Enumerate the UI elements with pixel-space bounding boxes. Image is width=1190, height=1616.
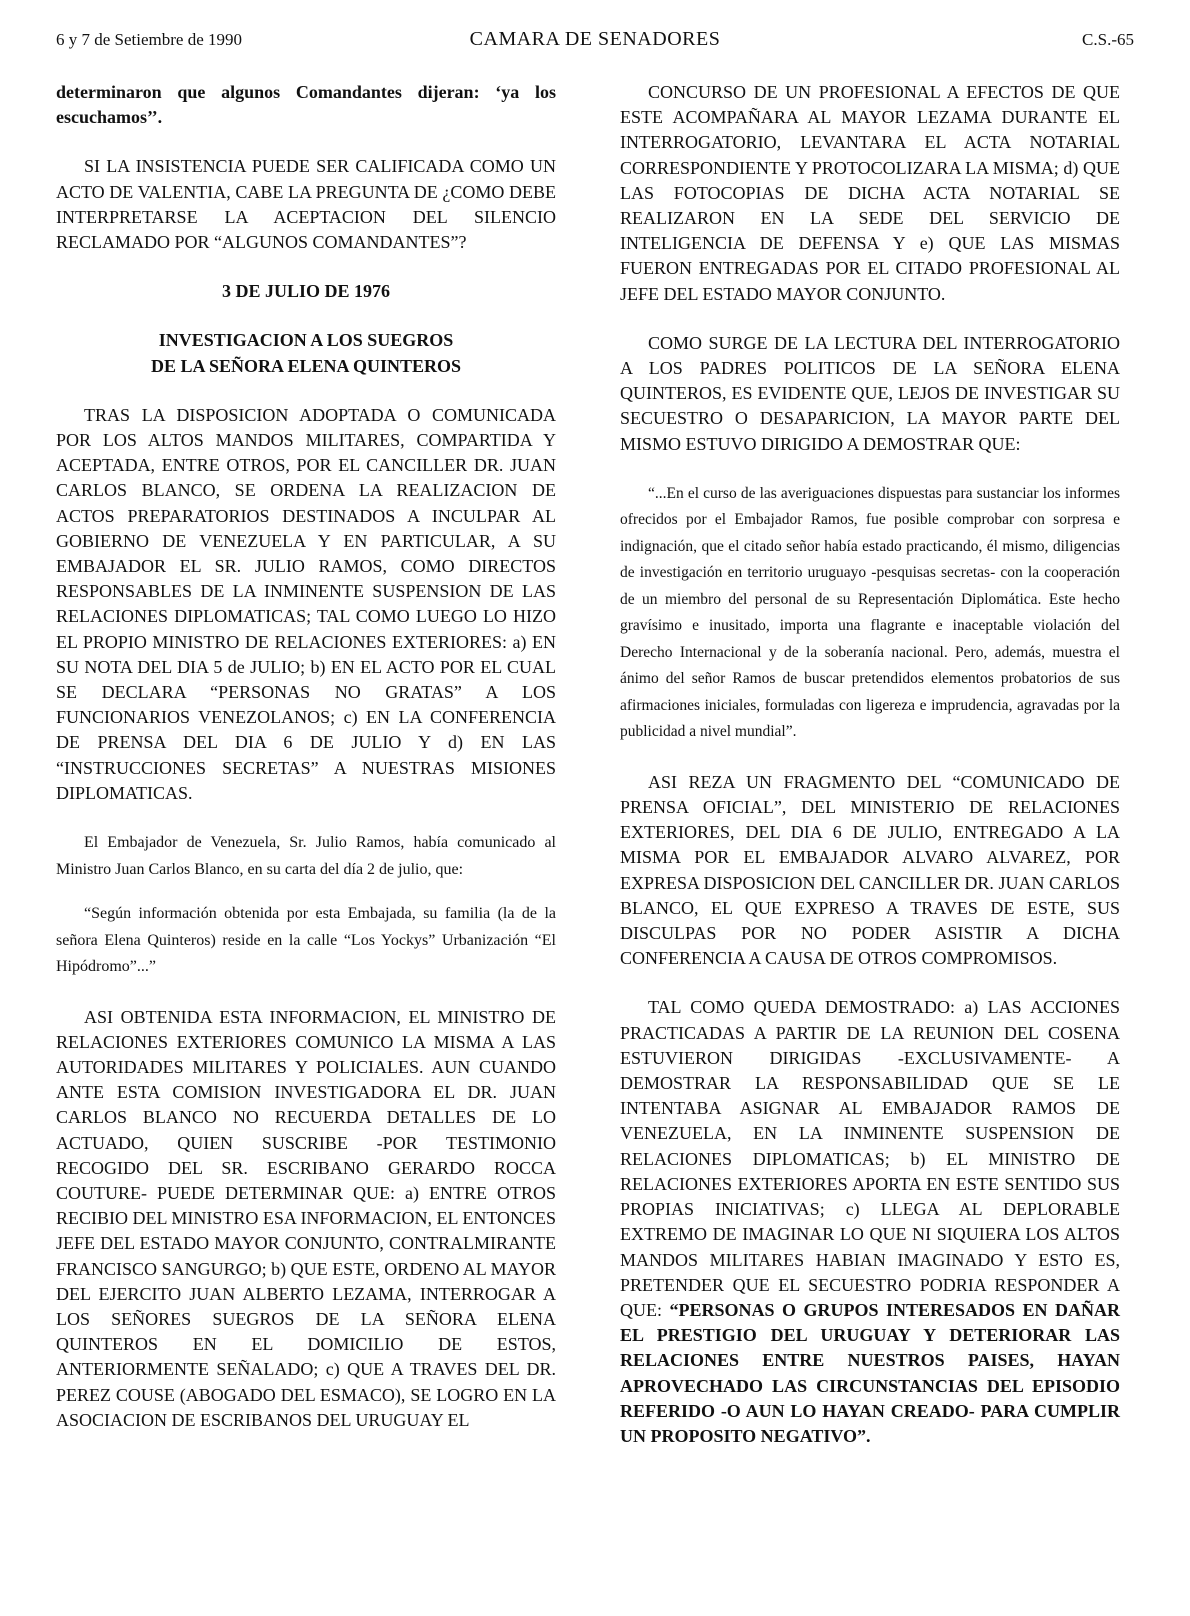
section-date-heading: 3 DE JULIO DE 1976	[221, 281, 391, 302]
left-paragraph-1: determinaron que algunos Comandantes dijeran: ‘ya los escuchamos’’.	[56, 82, 556, 128]
left-column	[56, 80, 556, 1433]
section-title-line-1: INVESTIGACION A LOS SUEGROS	[158, 330, 454, 351]
header-title: CAMARA DE SENADORES	[469, 28, 721, 50]
right-paragraph-5-bold-quote: “PERSONAS O GRUPOS INTERESADOS EN DAÑAR EL PRESTIGIO DEL URUGUAY Y DETERIORAR LAS RELACIONES ENTRE NUESTROS PAISES, HAYAN APROVECHADO LAS CIRCUNSTANCIAS DEL EPISODIO REFERIDO -O AUN LO HAYAN CREADO- PARA CUMPLIR UN PROPOSITO NEGATIVO”.	[620, 1299, 1120, 1446]
right-quote: “...En el curso de las averiguaciones dispuestas para sustanciar los informes ofrecidos por el Embajador Ramos, fue posible comprobar con sorpresa e indignación, que el citado señor había estado practicando, él mismo, diligencias de investigación en territorio uruguayo -pesquisas secretas- con la cooperación de un miembro del personal de su Representación Diplomática. Este hecho gravísimo e inusitado, importa una flagrante e inaceptable violación del Derecho Internacional y de la soberanía nacional. Pero, además, muestra el ánimo del señor Ramos de buscar pretendidos elementos probatorios de sus afirmaciones iniciales, formuladas con ligereza e imprudencia, agravadas por la publicidad a nivel mundial”.	[620, 484, 1120, 741]
left-paragraph-6: ASI OBTENIDA ESTA INFORMACION, EL MINISTRO DE RELACIONES EXTERIORES COMUNICO LA MISMA A LAS AUTORIDADES MILITARES Y POLICIALES. AUN CUANDO ANTE ESTA COMISION INVESTIGADORA EL DR. JUAN CARLOS BLANCO NO RECUERDA DETALLES DE LO ACTUADO, QUIEN SUSCRIBE -POR TESTIMONIO RECOGIDO DEL SR. ESCRIBANO GERARDO ROCCA COUTURE- PUEDE DETERMINAR QUE: a) ENTRE OTROS RECIBIO DEL MINISTRO ESA INFORMACION, EL ENTONCES JEFE DEL ESTADO MAYOR CONJUNTO, CONTRALMIRANTE FRANCISCO SANGURGO; b) QUE ESTE, ORDENO AL MAYOR DEL EJERCITO JUAN ALBERTO LEZAMA, INTERROGAR A LOS SEÑORES SUEGROS DE LA SEÑORA ELENA QUINTEROS EN EL DOMICILIO DE ESTOS, ANTERIORMENTE SEÑALADO; c) QUE A TRAVES DEL DR. PEREZ COUSE (ABOGADO DEL ESMACO), SE LOGRO EN LA ASOCIACION DE ESCRIBANOS DEL URUGUAY EL	[56, 1006, 556, 1430]
left-paragraph-2: SI LA INSISTENCIA PUEDE SER CALIFICADA COMO UN ACTO DE VALENTIA, CABE LA PREGUNTA DE ¿COMO DEBE INTERPRETARSE LA ACEPTACION DEL SILENCIO RECLAMADO POR “ALGUNOS COMANDANTES”?	[56, 156, 556, 253]
section-title-line-2: DE LA SEÑORA ELENA QUINTEROS	[150, 355, 462, 376]
right-paragraph-4: ASI REZA UN FRAGMENTO DEL “COMUNICADO DE PRENSA OFICIAL”, DEL MINISTERIO DE RELACIONES EXTERIORES, DEL DIA 6 DE JULIO, ENTREGADO A LA MISMA POR EL EMBAJADOR ALVARO ALVAREZ, POR EXPRESA DISPOSICION DEL CANCILLER DR. JUAN CARLOS BLANCO, EL QUE EXPRESO A TRAVES DE ESTE, SUS DISCULPAS POR NO PODER ASISTIR A DICHA CONFERENCIA A CAUSA DE OTROS COMPROMISOS.	[620, 771, 1120, 969]
right-paragraph-5-text: TAL COMO QUEDA DEMOSTRADO: a) LAS ACCIONES PRACTICADAS A PARTIR DE LA REUNION DEL COSENA ESTUVIERON DIRIGIDAS -EXCLUSIVAMENTE- A DEMOSTRAR LA RESPONSABILIDAD QUE SE LE INTENTABA ASIGNAR AL EMBAJADOR RAMOS DE VENEZUELA, EN LA INMINENTE SUSPENSION DE RELACIONES DIPLOMATICAS; b) EL MINISTRO DE RELACIONES EXTERIORES APORTA EN ESTE SENTIDO SUS PROPIAS INICIATIVAS; c) LLEGA AL DEPLORABLE EXTREMO DE IMAGINAR LO QUE NI SIQUIERA LOS ALTOS MANDOS MILITARES HABIAN IMAGINADO Y ESTO ES, PRETENDER QUE EL SECUESTRO PODRIA RESPONDER A QUE:	[620, 997, 1120, 1320]
header-date: 6 y 7 de Setiembre de 1990	[56, 30, 243, 49]
left-paragraph-3: TRAS LA DISPOSICION ADOPTADA O COMUNICADA POR LOS ALTOS MANDOS MILITARES, COMPARTIDA Y ACEPTADA, ENTRE OTROS, POR EL CANCILLER DR. JUAN CARLOS BLANCO, SE ORDENA LA REALIZACION DE ACTOS PREPARATORIOS DESTINADOS A INCULPAR AL GOBIERNO DE VENEZUELA Y EN PARTICULAR, A SU EMBAJADOR EL SR. JULIO RAMOS, COMO DIRECTOS RESPONSABLES DE LA INMINENTE SUSPENSION DE LAS RELACIONES DIPLOMATICAS; TAL COMO LUEGO LO HIZO EL PROPIO MINISTRO DE RELACIONES EXTERIORES: a) EN SU NOTA DEL DIA 5 de JULIO; b) EN EL ACTO POR EL CUAL SE DECLARA “PERSONAS NO GRATAS” A LOS FUNCIONARIOS VENEZOLANOS; c) EN LA CONFERENCIA DE PRENSA DEL DIA 6 DE JULIO Y d) EN LAS “INSTRUCCIONES SECRETAS” A NUESTRAS MISIONES DIPLOMATICAS.	[56, 404, 556, 803]
right-column	[620, 80, 1120, 1449]
header-page-ref: C.S.-65	[1082, 30, 1134, 49]
right-paragraph-2: COMO SURGE DE LA LECTURA DEL INTERROGATORIO A LOS PADRES POLITICOS DE LA SEÑORA ELENA QUINTEROS, ES EVIDENTE QUE, LEJOS DE INVESTIGAR SU SECUESTRO O DESAPARICION, LA MAYOR PARTE DEL MISMO ESTUVO DIRIGIDO A DEMOSTRAR QUE:	[620, 332, 1120, 454]
right-paragraph-1: CONCURSO DE UN PROFESIONAL A EFECTOS DE QUE ESTE ACOMPAÑARA AL MAYOR LEZAMA DURANTE EL INTERROGATORIO, LEVANTARA EL ACTA NOTARIAL CORRESPONDIENTE Y PROTOCOLIZARA LA MISMA; d) QUE LAS FOTOCOPIAS DE DICHA ACTA NOTARIAL SE REALIZARON EN LA SEDE DEL SERVICIO DE INTELIGENCIA DE DEFENSA Y e) QUE LAS MISMAS FUERON ENTREGADAS POR EL CITADO PROFESIONAL AL JEFE DEL ESTADO MAYOR CONJUNTO.	[620, 82, 1120, 304]
left-paragraph-4: El Embajador de Venezuela, Sr. Julio Ramos, había comunicado al Ministro Juan Carlos Blanco, en su carta del día 2 de julio, que:	[56, 834, 556, 878]
right-paragraph-5	[620, 995, 1120, 1449]
page-header	[56, 30, 1134, 56]
left-quote: “Según información obtenida por esta Embajada, su familia (la de la señora Elena Quinteros) reside en la calle “Los Yockys” Urbanización “El Hipódromo”...”	[56, 905, 556, 976]
